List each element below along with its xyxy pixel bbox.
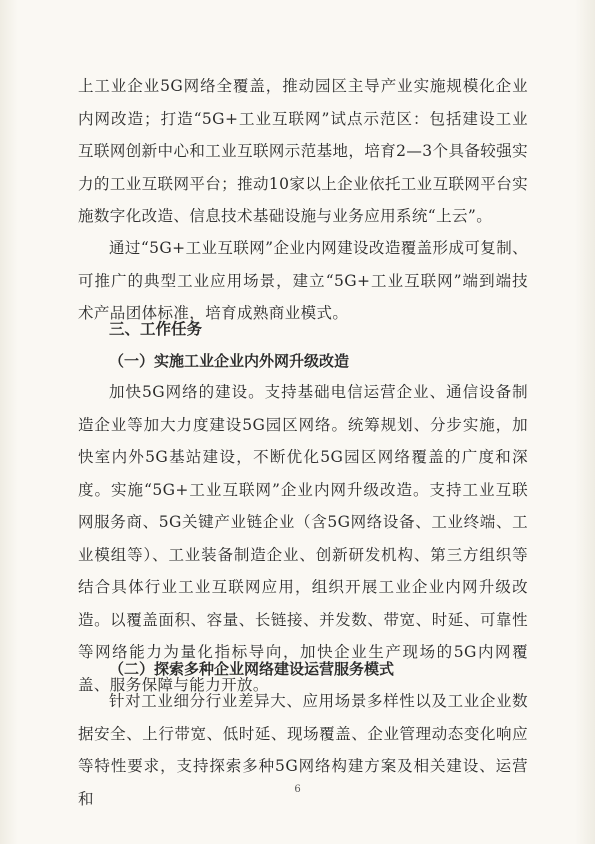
subsection-heading-2: （二）探索多种企业网络建设运营服务模式	[109, 660, 395, 678]
paragraph-4: 针对工业细分行业差异大、应用场景多样性以及工业企业数据安全、上行带宽、低时延、现场覆盖、企业管理动态变化响应等特性要求，支持探索多种5G网络构建方案及相关建设、运营和	[78, 692, 528, 808]
paragraph-2: 通过“5G+工业互联网”企业内网建设改造覆盖形成可复制、可推广的典型工业应用场景，建立“5G+工业互联网”端到端技术产品团体标准，培育成熟商业模式。	[78, 239, 528, 322]
section-heading-3: 三、工作任务	[109, 320, 203, 338]
paragraph-1: 上工业企业5G网络全覆盖，推动园区主导产业实施规模化企业内网改造；打造“5G+工业互联网”试点示范区：包括建设工业互联网创新中心和工业互联网示范基地，培育2—3个具备较强实力的工业互联网平台；推动10家以上企业依托工业互联网平台实施数字化改造、信息技术基础设施与业务应用系统“上云”。	[78, 77, 528, 225]
subsection-heading-1: （一）实施工业企业内外网升级改造	[109, 352, 350, 370]
paragraph-3: 加快5G网络的建设。支持基础电信运营企业、通信设备制造企业等加大力度建设5G园区网络。统筹规划、分步实施，加快室内外5G基站建设，不断优化5G园区网络覆盖的广度和深度。实施“5G+工业互联网”企业内网升级改造。支持工业互联网服务商、5G关键产业链企业（含5G网络设备、工业终端、工业模组等）、工业装备制造企业、创新研发机构、第三方组织等结合具体行业工业互联网应用，组织开展工业企业内网升级改造。以覆盖面积、容量、长链接、并发数、带宽、时延、可靠性等网络能力为量化指标导向，加快企业生产现场的5G内网覆盖、服务保障与能力开放。	[78, 383, 528, 694]
page-number: 6	[294, 784, 301, 795]
